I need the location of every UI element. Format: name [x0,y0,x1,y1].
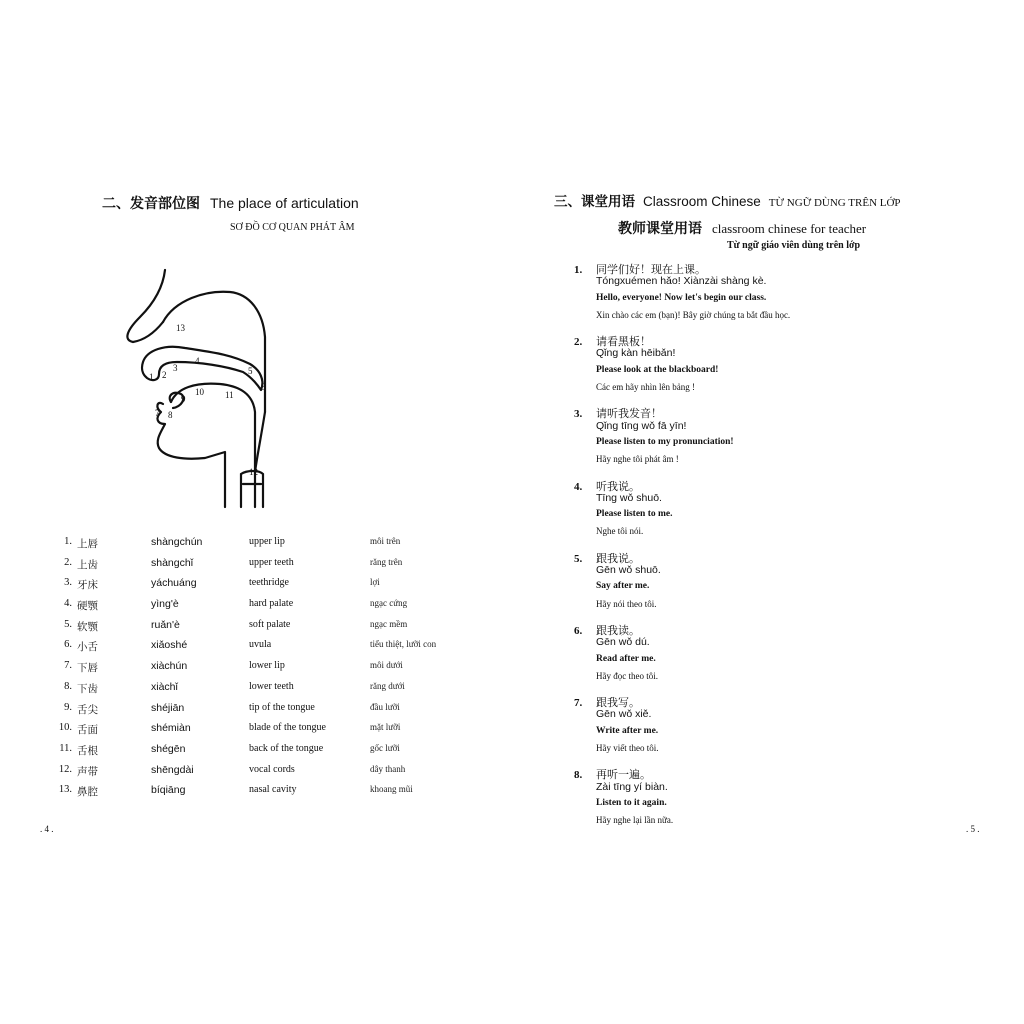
phrase-vietnamese: Nghe tôi nói. [596,526,644,537]
page-number-left: . 4 . [40,824,54,834]
diagram-label-7: 7 [155,408,160,418]
vocab-hanzi: 上唇 [77,538,98,550]
phrase-vietnamese: Hãy viết theo tôi. [596,743,659,754]
vocab-pinyin: ruǎn'è [151,618,180,631]
vocab-hanzi: 软颚 [77,620,98,633]
vocab-pinyin: xiǎoshé [151,639,188,652]
vocab-english: upper teeth [249,556,294,568]
phrase-english: Write after me. [596,725,659,736]
face-outline-path [127,270,165,342]
vocab-hanzi: 舌面 [77,724,98,737]
phrase-vietnamese: Hãy đọc theo tôi. [596,670,658,681]
vocab-vietnamese: răng trên [370,556,403,567]
vocab-vietnamese: ngạc cứng [370,598,408,609]
phrase-pinyin: Qǐng kàn hēibǎn! [596,347,676,360]
vocab-pinyin: xiàchǐ [151,680,178,693]
section-heading-vi: SƠ ĐỒ CƠ QUAN PHÁT ÂM [230,222,355,233]
section-heading-vi: TỪ NGỮ DÙNG TRÊN LỚP [768,197,901,209]
phrase-list [574,258,1014,836]
vocab-vietnamese: tiểu thiệt, lưỡi con [370,639,437,650]
phrase-pinyin: Gēn wǒ dú. [596,636,650,649]
phrase-chinese: 再听一遍。 [596,768,651,782]
vocab-number: 4. [64,598,72,610]
page-number-right: . 5 . [966,824,980,834]
diagram-label-8: 8 [168,410,173,420]
vocab-pinyin: bíqiāng [151,784,186,797]
vocab-vietnamese: răng dưới [370,680,405,691]
phrase-number: 4. [574,480,583,493]
vocab-english: upper lip [249,536,285,547]
phrase-number: 8. [574,769,583,782]
articulation-diagram [115,262,285,517]
vocab-english: nasal cavity [249,784,297,796]
vocab-hanzi: 鼻腔 [77,786,98,799]
vocab-vietnamese: môi trên [370,536,401,546]
phrase-number: 7. [574,697,583,710]
phrase-pinyin: Tīng wǒ shuō. [596,491,662,504]
vocab-vietnamese: khoang mũi [370,784,413,795]
vocab-number: 7. [64,660,72,672]
vocab-english: hard palate [249,598,294,610]
vocab-english: lower teeth [249,680,294,692]
vocab-hanzi: 硬颚 [77,600,98,613]
section-heading-zh: 二、发音部位图 [102,196,200,212]
vocab-hanzi: 牙床 [77,579,98,592]
vocab-english: blade of the tongue [249,722,326,734]
phrase-chinese: 跟我读。 [596,623,640,637]
vocab-pinyin: shégēn [151,742,186,755]
phrase-item [574,763,1014,832]
phrase-pinyin: Zài tīng yí biàn. [596,780,668,793]
vocab-pinyin: shàngchǐ [151,556,194,569]
diagram-label-5: 5 [248,366,253,376]
phrase-chinese: 请看黑板！ [596,335,651,349]
phrase-number: 5. [574,552,583,565]
vocab-vietnamese: gốc lưỡi [370,742,400,753]
vocab-number: 6. [64,639,72,651]
vocab-vietnamese: ngạc mềm [370,618,408,629]
phrase-english: Listen to it again. [596,797,667,808]
phrase-english: Please listen to my pronunciation! [596,436,734,447]
vocab-english: uvula [249,639,272,651]
phrase-pinyin: Gēn wǒ shuō. [596,564,661,577]
section-heading-en: Classroom Chinese [643,194,761,209]
diagram-label-2: 2 [162,370,167,380]
phrase-english: Say after me. [596,581,650,592]
vocab-number: 11. [59,742,72,754]
diagram-label-4: 4 [195,356,200,366]
vocab-number: 10. [58,722,72,734]
subsection-heading [618,218,866,238]
phrase-item [574,547,1014,616]
vocab-english: tip of the tongue [249,701,315,713]
vocab-pinyin: yáchuáng [151,577,197,590]
phrase-english: Please look at the blackboard! [596,364,719,375]
phrase-english: Read after me. [596,653,656,664]
diagram-label-11: 11 [225,390,234,400]
vocab-number: 5. [64,618,72,630]
phrase-english: Hello, everyone! Now let's begin our class. [596,292,767,303]
subsection-heading-en: classroom chinese for teacher [712,221,867,236]
diagram-label-1: 1 [149,372,154,382]
phrase-item [574,330,1014,399]
vocab-pinyin: shéjiān [151,701,185,714]
phrase-number: 3. [574,408,583,421]
phrase-chinese: 听我说。 [596,479,640,493]
vocab-english: soft palate [249,618,291,630]
phrase-number: 6. [574,624,583,637]
vocab-hanzi: 上齿 [77,558,98,571]
section-heading [102,193,359,213]
phrase-chinese: 跟我写。 [596,696,640,710]
vocab-pinyin: xiàchún [151,660,188,673]
diagram-label-3: 3 [173,363,178,373]
vocab-english: back of the tongue [249,742,324,754]
vocab-english: lower lip [249,660,285,672]
phrase-vietnamese: Xin chào các em (bạn)! Bây giờ chúng ta bắt đầu học. [596,309,791,320]
vocab-pinyin: shàngchún [151,536,203,548]
phrase-item [574,691,1014,760]
subsection-heading-zh: 教师课堂用语 [618,221,702,237]
diagram-label-9: 9 [181,394,186,404]
vocab-number: 2. [64,556,72,568]
section-heading [554,190,901,210]
phrase-number: 2. [574,336,583,349]
phrase-english: Please listen to me. [596,509,673,520]
section-heading-en: The place of articulation [210,195,359,211]
phrase-vietnamese: Hãy nghe lại lần nữa. [596,815,674,826]
vocab-hanzi: 舌尖 [77,703,98,716]
vocab-pinyin: shēngdài [151,763,194,776]
subsection-heading-vi: Từ ngữ giáo viên dùng trên lớp [727,240,861,251]
vocab-hanzi: 小舌 [77,641,98,654]
phrase-vietnamese: Hãy nghe tôi phát âm ! [596,454,679,465]
phrase-vietnamese: Các em hãy nhìn lên bảng ! [596,382,695,393]
right-page [512,0,1024,1024]
vocab-hanzi: 下齿 [77,682,98,695]
vocab-number: 12. [58,763,72,775]
diagram-label-12: 12 [249,467,258,477]
vocab-vietnamese: lợi [370,577,380,588]
vocab-english: vocal cords [249,763,295,775]
phrase-number: 1. [574,264,583,276]
vocab-hanzi: 声带 [77,765,98,778]
phrase-pinyin: Qǐng tīng wǒ fā yīn! [596,419,687,432]
phrase-item [574,402,1014,471]
vocab-number: 1. [64,536,72,547]
vocab-vietnamese: mặt lưỡi [370,722,401,733]
vocab-number: 9. [64,701,72,713]
vocab-vietnamese: dây thanh [370,763,406,774]
phrase-pinyin: Tóngxuémen hǎo! Xiànzài shàng kè. [596,275,767,288]
vocab-hanzi: 下唇 [77,662,98,675]
vocab-vietnamese: đầu lưỡi [370,701,400,712]
diagram-label-13: 13 [176,323,185,333]
phrase-chinese: 跟我说。 [596,551,640,565]
phrase-chinese: 请听我发音！ [596,407,662,421]
vocab-number: 13. [58,784,72,796]
phrase-vietnamese: Hãy nói theo tôi. [596,598,657,609]
diagram-label-6: 6 [261,382,266,392]
phrase-chinese: 同学们好！现在上课。 [596,263,706,276]
diagram-label-10: 10 [195,387,204,397]
phrase-pinyin: Gēn wǒ xiě. [596,708,652,721]
phrase-item [574,475,1014,544]
vocab-number: 8. [64,680,72,692]
vocab-vietnamese: môi dưới [370,660,403,671]
vocab-pinyin: yìng'è [151,598,179,611]
vocab-hanzi: 舌根 [77,744,98,757]
vocab-english: teethridge [249,577,289,589]
vocab-number: 3. [64,577,72,589]
phrase-item [574,258,1014,327]
phrase-item [574,619,1014,688]
throat-path [255,412,265,472]
vocab-pinyin: shémiàn [151,722,191,735]
section-heading-zh: 三、课堂用语 [554,194,635,210]
